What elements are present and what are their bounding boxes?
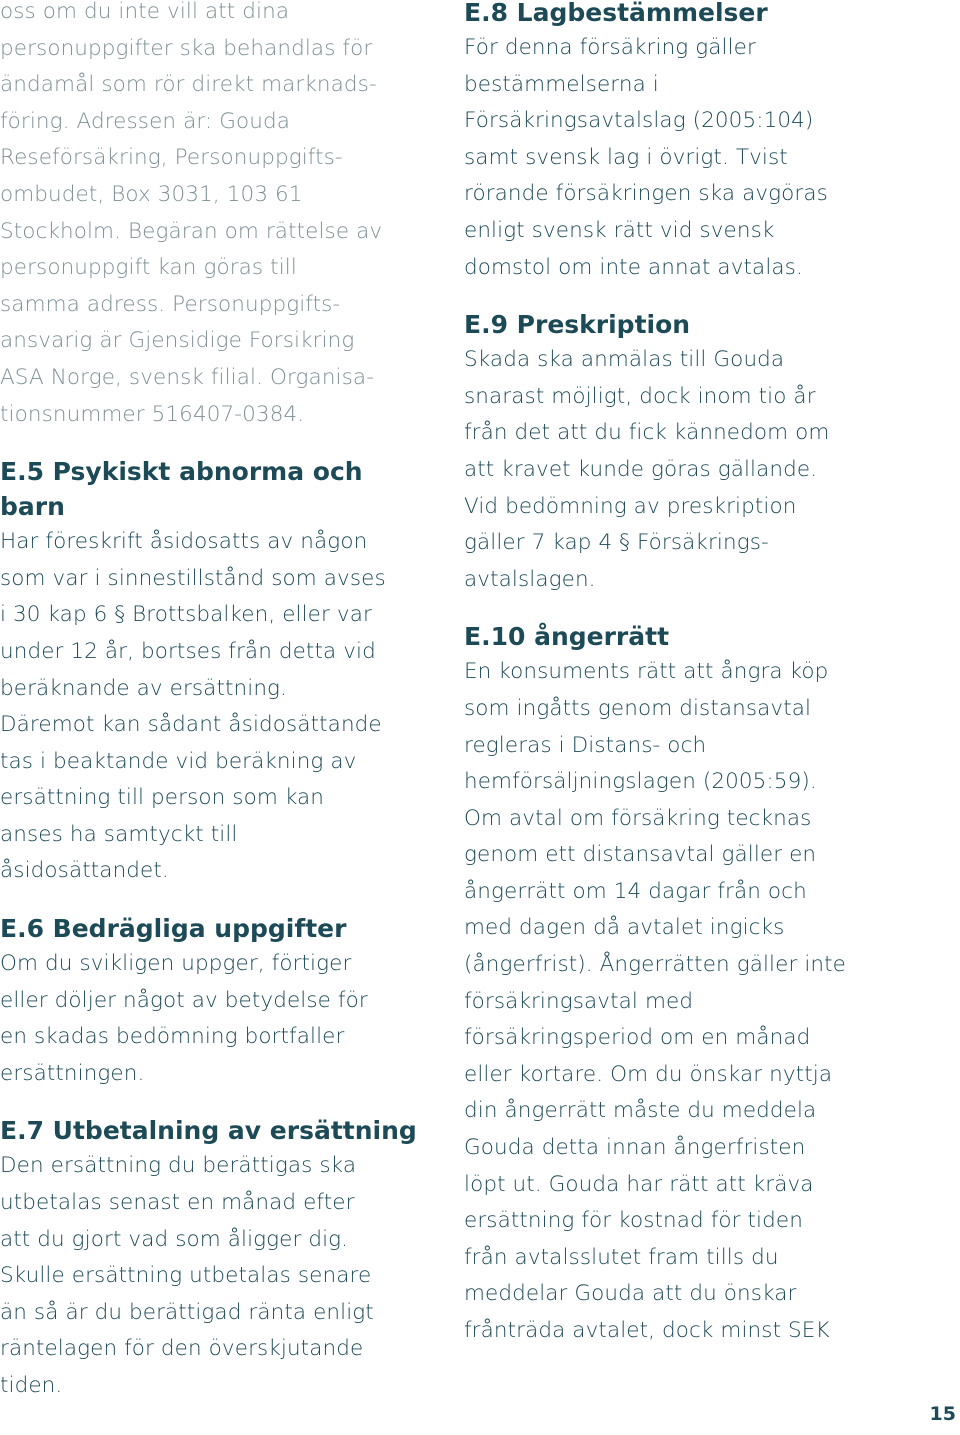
text-line: tas i beaktande vid beräkning av <box>0 748 357 774</box>
page-number: 15 <box>929 1403 956 1425</box>
text-line: Vid bedömning av preskription <box>464 493 797 519</box>
text-line: från det att du fick kännedom om <box>464 420 830 446</box>
section-e7 <box>0 1113 430 1404</box>
text-line: (ångerfrist). Ångerrätten gäller inte <box>464 952 846 978</box>
text-line: Om du svikligen uppger, förtiger <box>0 951 352 977</box>
text-line: personuppgifter ska behandlas för <box>0 35 373 61</box>
text-line: En konsuments rätt att ångra köp <box>464 659 829 685</box>
text-line: försäkringsperiod om en månad <box>464 1025 811 1051</box>
text-line: utbetalas senast en månad efter <box>0 1190 355 1216</box>
text-line: snarast möjligt, dock inom tio år <box>464 383 816 409</box>
text-line: en skadas bedömning bortfaller <box>0 1024 345 1050</box>
heading-line: E.8 Lagbestämmelser <box>464 0 768 27</box>
text-line: Gouda detta innan ångerfristen <box>464 1135 806 1161</box>
text-line: som ingåtts genom distansavtal <box>464 695 812 721</box>
text-line: föring. Adressen är: Gouda <box>0 108 290 134</box>
section-heading <box>0 1113 430 1148</box>
section-heading <box>464 0 894 30</box>
text-line: Skulle ersättning utbetalas senare <box>0 1263 372 1289</box>
text-line: ersättning för kostnad för tiden <box>464 1208 803 1234</box>
section-body <box>0 946 430 1092</box>
intro-paragraph <box>0 0 430 433</box>
section-heading <box>464 619 894 654</box>
text-line: ersättningen. <box>0 1060 145 1086</box>
text-line: ombudet, Box 3031, 103 61 <box>0 181 303 207</box>
heading-line: E.6 Bedrägliga uppgifter <box>0 914 347 944</box>
section-heading <box>0 454 430 524</box>
text-line: genom ett distansavtal gäller en <box>464 842 817 868</box>
text-line: avtalslagen. <box>464 566 596 592</box>
text-line: samt svensk lag i övrigt. Tvist <box>464 144 788 170</box>
section-body <box>0 524 430 890</box>
text-line: rörande försäkringen ska avgöras <box>464 181 828 207</box>
text-line: din ångerrätt måste du meddela <box>464 1098 817 1124</box>
section-body <box>464 342 894 598</box>
text-line: anses ha samtyckt till <box>0 821 238 847</box>
text-line: bestämmelserna i <box>464 71 659 97</box>
heading-line: E.7 Utbetalning av ersättning <box>0 1116 417 1146</box>
text-line: ASA Norge, svensk filial. Organisa- <box>0 364 375 390</box>
text-line: åsidosättandet. <box>0 858 169 884</box>
heading-line: barn <box>0 492 65 522</box>
text-line: regleras i Distans- och <box>464 732 707 758</box>
text-line: personuppgift kan göras till <box>0 255 297 281</box>
section-body <box>0 1148 430 1404</box>
text-line: räntelagen för den överskjutande <box>0 1336 364 1362</box>
section-e8 <box>464 0 894 286</box>
text-line: Däremot kan sådant åsidosättande <box>0 712 382 738</box>
text-line: hemförsäljningslagen (2005:59). <box>464 769 817 795</box>
text-line: eller kortare. Om du önskar nyttja <box>464 1061 833 1087</box>
section-heading <box>0 911 430 946</box>
text-line: enligt svensk rätt vid svensk <box>464 217 775 243</box>
text-line: tionsnummer 516407-0384. <box>0 401 305 427</box>
text-line: i 30 kap 6 § Brottsbalken, eller var <box>0 602 372 628</box>
text-line: Den ersättning du berättigas ska <box>0 1153 357 1179</box>
text-line: samma adress. Personuppgifts- <box>0 291 341 317</box>
left-column <box>0 0 430 1405</box>
text-line: beräknande av ersättning. <box>0 675 287 701</box>
heading-line: E.10 ångerrätt <box>464 622 670 652</box>
text-line: domstol om inte annat avtalas. <box>464 254 803 280</box>
text-line: För denna försäkring gäller <box>464 35 756 60</box>
text-line: löpt ut. Gouda har rätt att kräva <box>464 1171 814 1197</box>
section-e10 <box>464 619 894 1349</box>
text-line: oss om du inte vill att dina <box>0 0 290 24</box>
text-line: eller döljer något av betydelse för <box>0 987 368 1013</box>
section-body <box>464 30 894 286</box>
right-column <box>464 0 894 1350</box>
text-line: än så är du berättigad ränta enligt <box>0 1299 374 1325</box>
text-line: meddelar Gouda att du önskar <box>464 1281 797 1307</box>
text-line: från avtalsslutet fram tills du <box>464 1244 779 1270</box>
text-line: med dagen då avtalet ingicks <box>464 915 785 941</box>
section-body <box>464 654 894 1349</box>
text-line: ångerrätt om 14 dagar från och <box>464 878 807 904</box>
text-line: att du gjort vad som åligger dig. <box>0 1226 349 1252</box>
text-line: försäkringsavtal med <box>464 988 694 1014</box>
text-line: Stockholm. Begäran om rättelse av <box>0 218 383 244</box>
text-line: att kravet kunde göras gällande. <box>464 456 818 482</box>
text-line: under 12 år, bortses från detta vid <box>0 638 376 664</box>
heading-line: E.5 Psykiskt abnorma och <box>0 457 363 487</box>
section-heading <box>464 307 894 342</box>
text-line: frånträda avtalet, dock minst SEK <box>464 1318 830 1343</box>
text-line: som var i sinnestillstånd som avses <box>0 565 386 591</box>
text-line: Om avtal om försäkring tecknas <box>464 805 812 831</box>
section-e9 <box>464 307 894 598</box>
section-e6 <box>0 911 430 1092</box>
text-line: Har föreskrift åsidosatts av någon <box>0 529 368 555</box>
text-line: tiden. <box>0 1373 63 1398</box>
text-line: ersättning till person som kan <box>0 785 324 811</box>
text-line: ansvarig är Gjensidige Forsikring <box>0 328 355 354</box>
text-line: Reseförsäkring, Personuppgifts- <box>0 145 343 171</box>
text-line: ändamål som rör direkt marknads- <box>0 72 377 98</box>
text-line: Skada ska anmälas till Gouda <box>464 347 785 373</box>
text-line: Försäkringsavtalslag (2005:104) <box>464 108 814 134</box>
text-line: gäller 7 kap 4 § Försäkrings- <box>464 530 769 556</box>
section-e5 <box>0 454 430 890</box>
heading-line: E.9 Preskription <box>464 310 691 340</box>
